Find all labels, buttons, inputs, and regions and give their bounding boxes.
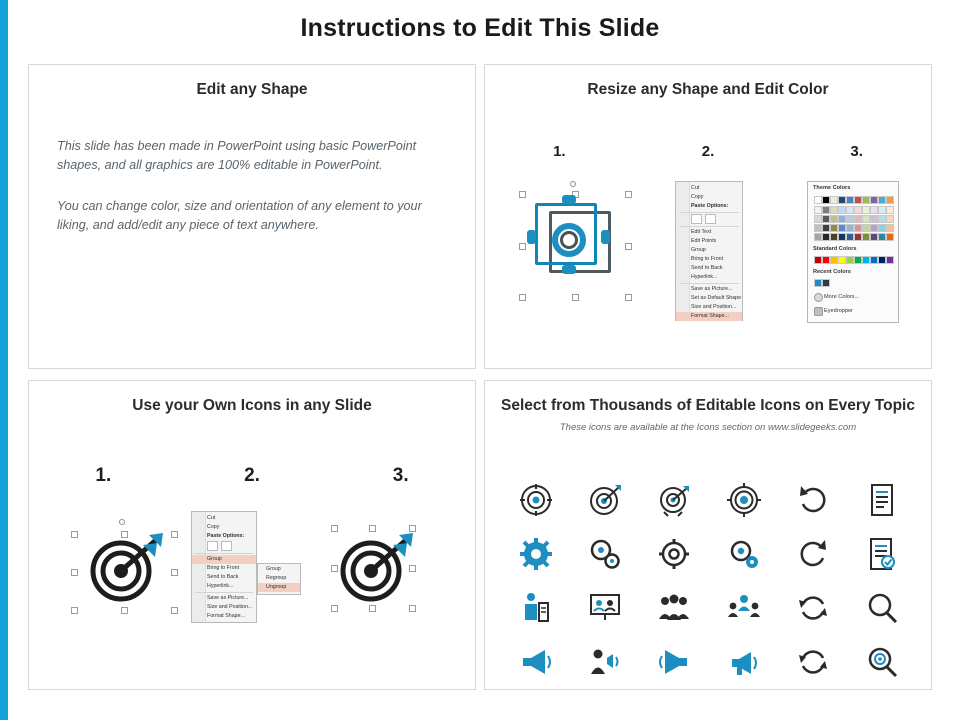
icon-step-number-1: 1. bbox=[95, 465, 112, 486]
theme-colors-tint-row-2[interactable] bbox=[814, 215, 894, 223]
theme-colors-swatches[interactable] bbox=[814, 196, 894, 204]
checklist-document-icon[interactable] bbox=[848, 527, 917, 581]
standard-colors-swatches[interactable] bbox=[814, 256, 894, 264]
panel-paragraph-1: This slide has been made in PowerPoint using basic PowerPoint shapes, and all graphics are 100% editable in PowerPoint. bbox=[57, 139, 417, 172]
menu-separator-3 bbox=[679, 283, 739, 284]
submenu-item-group[interactable]: Group bbox=[266, 566, 281, 572]
panel-title-editable-icons: Select from Thousands of Editable Icons on Every Topic bbox=[501, 397, 915, 414]
step-number-1: 1. bbox=[553, 143, 566, 160]
icon-menu-item-cut[interactable]: Cut bbox=[207, 515, 216, 521]
target-dart-icon[interactable] bbox=[640, 473, 709, 527]
slide-left-accent-bar bbox=[0, 0, 8, 720]
person-megaphone-icon[interactable] bbox=[570, 635, 639, 689]
target-crosshair-icon[interactable] bbox=[709, 473, 778, 527]
megaphone-icon[interactable] bbox=[501, 635, 570, 689]
icon-context-menu[interactable] bbox=[191, 511, 257, 623]
icon-menu-item-bring-to-front[interactable]: Bring to Front bbox=[207, 565, 240, 571]
panel-resize-shape-edit-color bbox=[484, 64, 932, 369]
icon-menu-item-copy[interactable]: Copy bbox=[207, 524, 220, 530]
menu-item-bring-to-front[interactable]: Bring to Front bbox=[691, 256, 724, 262]
more-colors-icon bbox=[814, 293, 823, 302]
menu-item-save-as-picture[interactable]: Save as Picture... bbox=[691, 286, 733, 292]
menu-item-size-and-position[interactable]: Size and Position... bbox=[691, 304, 737, 310]
icon-step-number-3: 3. bbox=[392, 465, 409, 486]
menu-item-paste-options[interactable]: Paste Options: bbox=[691, 203, 729, 209]
icon-menu-item-group[interactable]: Group bbox=[192, 555, 256, 564]
panel-title-use-own-icons: Use your Own Icons in any Slide bbox=[132, 397, 372, 414]
panel-title-resize-shape: Resize any Shape and Edit Color bbox=[587, 81, 829, 98]
target-search-icon[interactable] bbox=[848, 635, 917, 689]
panel-edit-any-shape bbox=[28, 64, 476, 369]
menu-item-copy[interactable]: Copy bbox=[691, 194, 704, 200]
theme-colors-label: Theme Colors bbox=[813, 185, 851, 191]
panel-subtitle-icons-source: These icons are available at the Icons section on www.slidegeeks.com bbox=[559, 422, 857, 433]
presentation-people-icon[interactable] bbox=[570, 581, 639, 635]
icon-menu-separator-2 bbox=[195, 592, 253, 593]
icon-menu-item-hyperlink[interactable]: Hyperlink... bbox=[207, 583, 234, 589]
recent-colors-label: Recent Colors bbox=[813, 269, 851, 275]
target-icon-selected-left bbox=[71, 519, 179, 611]
icon-menu-separator bbox=[195, 553, 253, 554]
megaphone-announce-icon[interactable] bbox=[709, 635, 778, 689]
target-icon-ungrouped bbox=[321, 519, 429, 611]
eyedropper-label[interactable]: Eyedropper bbox=[824, 308, 853, 314]
icon-step-number-2: 2. bbox=[244, 465, 260, 486]
document-list-icon[interactable] bbox=[848, 473, 917, 527]
gear-settings-icon[interactable] bbox=[709, 527, 778, 581]
magnifier-icon[interactable] bbox=[848, 581, 917, 635]
panel-use-own-icons bbox=[28, 380, 476, 690]
slide-right-edge bbox=[952, 0, 960, 720]
submenu-item-regroup[interactable]: Regroup bbox=[266, 575, 287, 581]
step-number-2: 2. bbox=[701, 143, 715, 160]
icon-menu-item-paste-options[interactable]: Paste Options: bbox=[207, 533, 245, 539]
theme-colors-tint-row-1[interactable] bbox=[814, 206, 894, 214]
menu-item-format-shape[interactable]: Format Shape... bbox=[676, 312, 742, 321]
menu-item-hyperlink[interactable]: Hyperlink... bbox=[691, 274, 718, 280]
icon-menu-item-send-to-back[interactable]: Send to Back bbox=[207, 574, 239, 580]
target-circle-icon[interactable] bbox=[501, 473, 570, 527]
more-colors-label[interactable]: More Colors... bbox=[824, 294, 860, 300]
gear-outline-icon[interactable] bbox=[640, 527, 709, 581]
panel-title-edit-any-shape: Edit any Shape bbox=[196, 81, 308, 98]
refresh-arrow-icon[interactable] bbox=[778, 527, 847, 581]
menu-item-edit-points[interactable]: Edit Points bbox=[691, 238, 717, 244]
icon-menu-item-format-shape[interactable]: Format Shape... bbox=[207, 613, 245, 619]
shape-with-resize-handles bbox=[519, 181, 631, 297]
color-picker-panel[interactable] bbox=[807, 181, 899, 323]
menu-item-cut[interactable]: Cut bbox=[691, 185, 700, 191]
megaphone-left-icon[interactable] bbox=[640, 635, 709, 689]
people-group-icon[interactable] bbox=[640, 581, 709, 635]
step-number-3: 3. bbox=[850, 143, 863, 160]
target-arrow-icon[interactable] bbox=[570, 473, 639, 527]
theme-colors-tint-row-3[interactable] bbox=[814, 224, 894, 232]
team-meeting-icon[interactable] bbox=[709, 581, 778, 635]
icon-menu-item-size-and-position[interactable]: Size and Position... bbox=[207, 604, 253, 610]
gear-solid-icon[interactable] bbox=[501, 527, 570, 581]
submenu-item-ungroup[interactable]: Ungroup bbox=[258, 583, 300, 592]
icon-menu-item-save-as-picture[interactable]: Save as Picture... bbox=[207, 595, 249, 601]
recycle-arrows-icon[interactable] bbox=[778, 635, 847, 689]
menu-separator-2 bbox=[679, 226, 739, 227]
refresh-clockwise-icon[interactable] bbox=[778, 473, 847, 527]
menu-item-set-as-default-shape[interactable]: Set as Default Shape bbox=[691, 295, 742, 301]
person-podium-icon[interactable] bbox=[501, 581, 570, 635]
eyedropper-icon bbox=[814, 307, 823, 316]
panel-paragraph-2: You can change color, size and orientation of any element to your liking, and add/edit any piece of text anywhere. bbox=[57, 199, 422, 232]
theme-colors-tint-row-4[interactable] bbox=[814, 233, 894, 241]
refresh-cycle-icon[interactable] bbox=[778, 581, 847, 635]
menu-item-send-to-back[interactable]: Send to Back bbox=[691, 265, 723, 271]
shape-context-menu[interactable] bbox=[675, 181, 743, 321]
gear-double-icon[interactable] bbox=[570, 527, 639, 581]
paste-options-row[interactable] bbox=[676, 214, 742, 225]
page-title: Instructions to Edit This Slide bbox=[300, 14, 660, 42]
menu-item-edit-text[interactable]: Edit Text bbox=[691, 229, 712, 235]
icon-paste-options-row[interactable] bbox=[192, 541, 256, 552]
icon-grid bbox=[501, 473, 917, 689]
group-submenu[interactable] bbox=[257, 563, 301, 595]
menu-item-group[interactable]: Group bbox=[691, 247, 706, 253]
menu-separator bbox=[679, 212, 739, 213]
recent-colors-swatches[interactable] bbox=[814, 279, 830, 287]
panel-editable-icons bbox=[484, 380, 932, 690]
standard-colors-label: Standard Colors bbox=[813, 246, 857, 252]
